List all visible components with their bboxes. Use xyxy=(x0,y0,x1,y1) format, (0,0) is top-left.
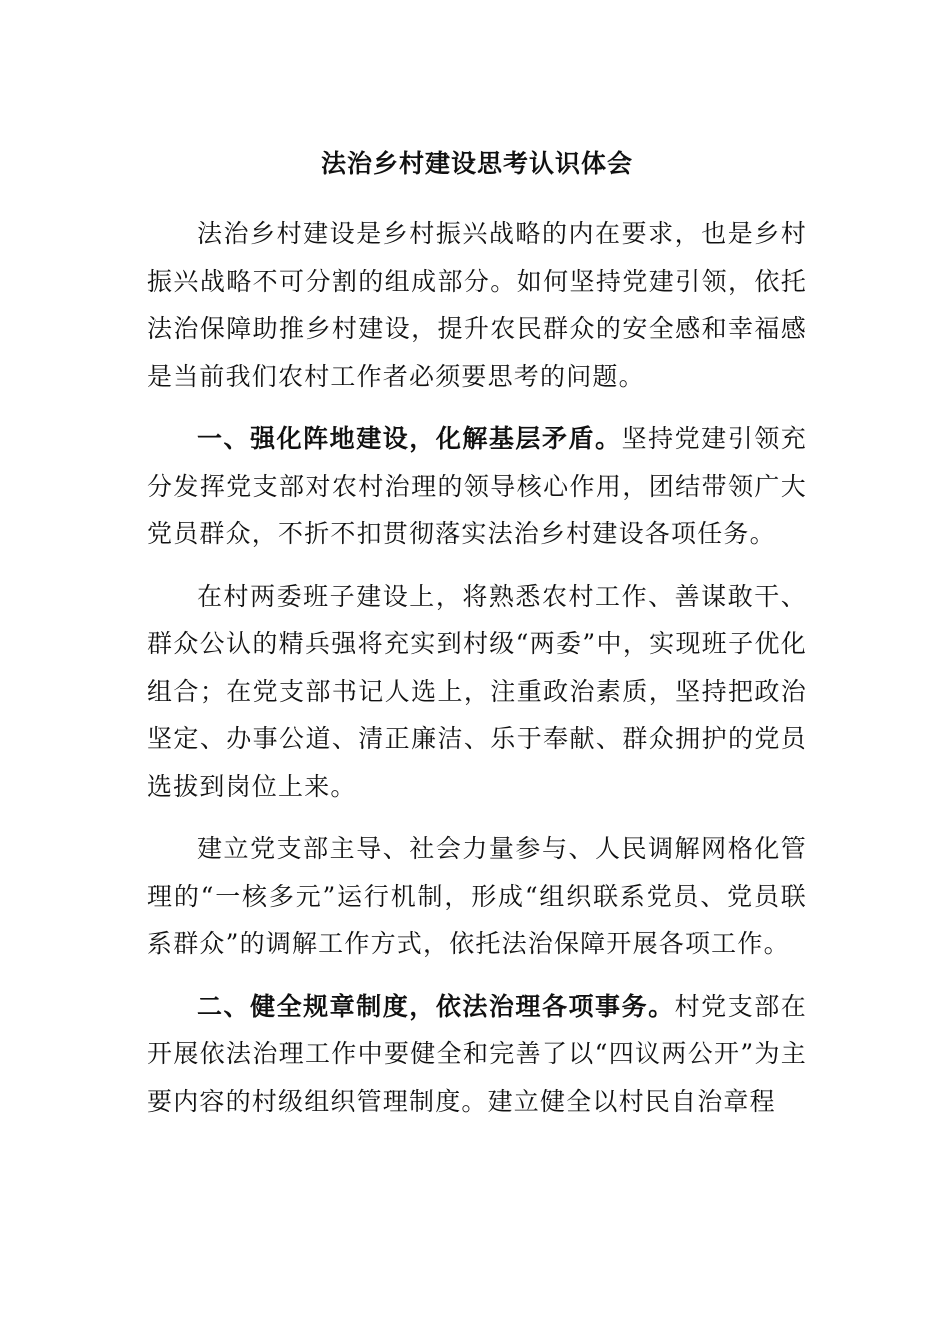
section-two-heading: 二、健全规章制度，依法治理各项事务。 xyxy=(197,991,675,1021)
paragraph-mechanism-text: 建立党支部主导、社会力量参与、人民调解网格化管理的“一核多元”运行机制，形成“组织联系党员、党员联系群众”的调解工作方式，依托法治保障开展各项工作。 xyxy=(147,834,807,958)
section-one-text: 坚持党建引领充分发挥党支部对农村治理的领导核心作用，团结带领广大党员群众，不折不扣贯彻落实法治乡村建设各项任务。 xyxy=(147,424,807,548)
paragraph-committee-text: 在村两委班子建设上，将熟悉农村工作、善谋敢干、群众公认的精兵强将充实到村级“两委”中，实现班子优化组合；在党支部书记人选上，注重政治素质，坚持把政治坚定、办事公道、清正廉洁、乐于奉献、群众拥护的党员选拔到岗位上来。 xyxy=(147,581,807,801)
paragraph-mechanism xyxy=(147,825,807,968)
document-body xyxy=(147,142,807,1125)
document-title: 法治乡村建设思考认识体会 xyxy=(320,149,633,178)
paragraph-section-two xyxy=(147,983,807,1126)
paragraph-committee xyxy=(147,573,807,811)
paragraph-spacing xyxy=(147,810,807,825)
section-two-text: 村党支部在开展依法治理工作中要健全和完善了以“四议两公开”为主要内容的村级组织管理制度。建立健全以村民自治章程 xyxy=(147,991,807,1116)
title-spacing xyxy=(147,186,807,210)
paragraph-intro-text: 法治乡村建设是乡村振兴战略的内在要求，也是乡村振兴战略不可分割的组成部分。如何坚持党建引领，依托法治保障助推乡村建设，提升农民群众的安全感和幸福感是当前我们农村工作者必须要思考的问题。 xyxy=(147,219,807,391)
section-one-heading: 一、强化阵地建设，化解基层矛盾。 xyxy=(197,424,622,453)
paragraph-intro xyxy=(147,210,807,400)
paragraph-spacing xyxy=(147,968,807,983)
paragraph-spacing xyxy=(147,400,807,415)
paragraph-spacing xyxy=(147,558,807,573)
paragraph-section-one xyxy=(147,415,807,558)
